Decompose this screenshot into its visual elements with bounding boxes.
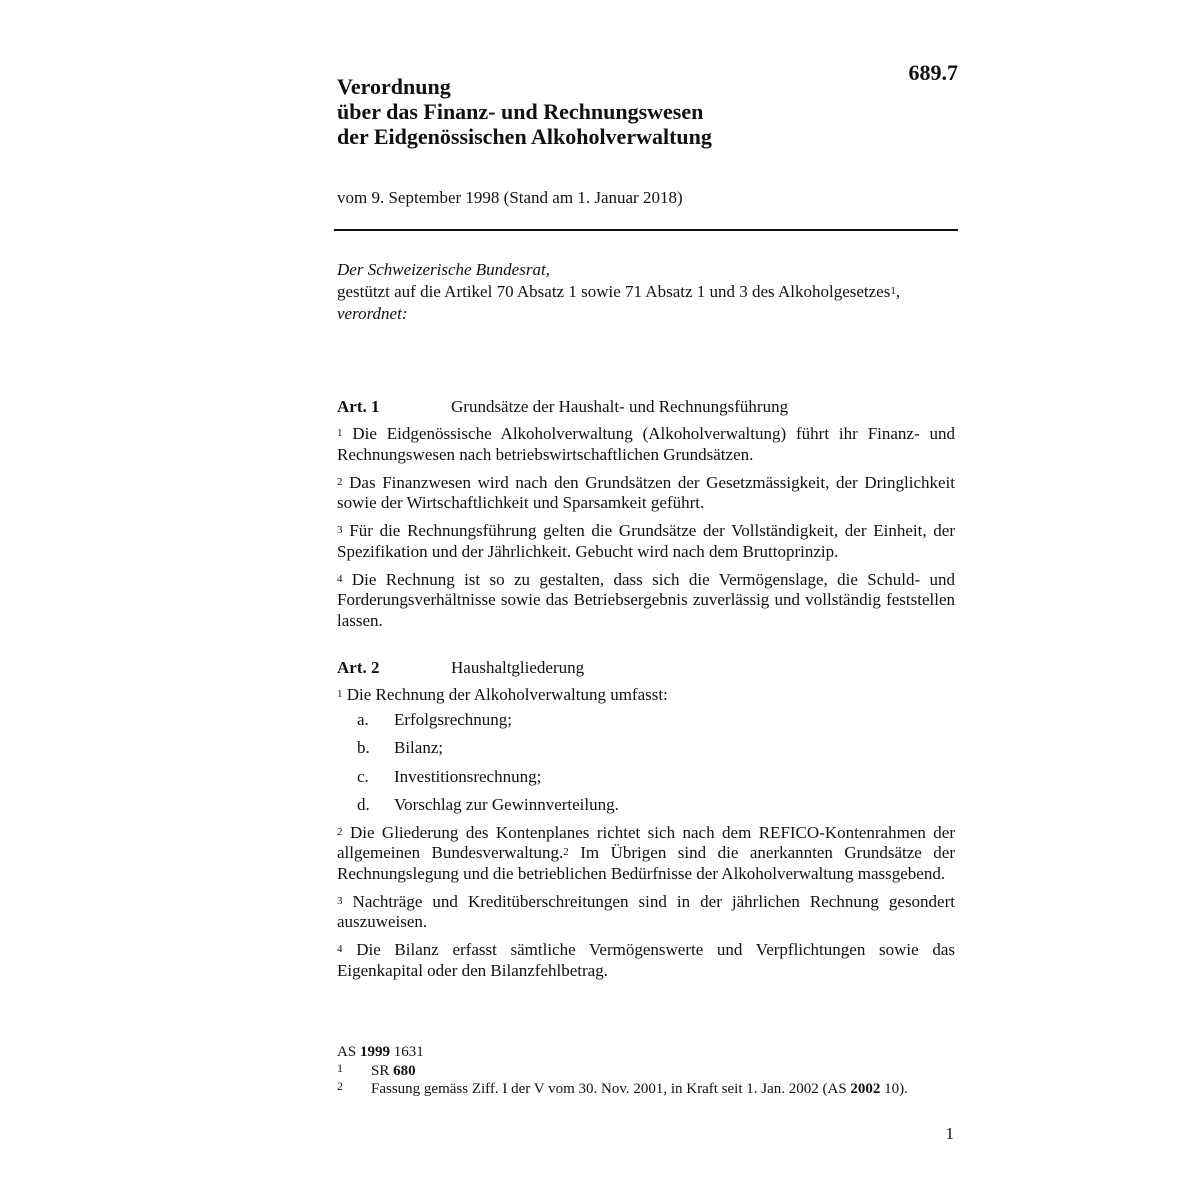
as-prefix: AS [337, 1044, 357, 1060]
article-2-title: Haushaltgliederung [451, 658, 585, 677]
footnote-number: 1 [337, 1061, 343, 1075]
list-text: Vorschlag zur Gewinnverteilung. [394, 795, 619, 814]
article-1-heading [337, 396, 955, 418]
paragraph-text-cont: Im Übrigen sind die anerkannten Grundsätze der Rechnungslegung und die betrieblichen Bedürfnisse der Alkoholverwaltung massgebend. [337, 843, 955, 883]
paragraph-text: Die Rechnung der Alkoholverwaltung umfasst: [346, 685, 668, 704]
list-item-c [337, 766, 955, 795]
preamble-authority: Der Schweizerische Bundesrat, [337, 260, 550, 279]
list-item-a [337, 709, 955, 738]
footnote-text-b: 10). [884, 1081, 908, 1097]
title-line-2: über das Finanz- und Rechnungswesen [337, 99, 704, 124]
preamble-decree: verordnet: [337, 304, 408, 323]
list-text: Bilanz; [394, 738, 444, 757]
paragraph-text: Die Rechnung ist so zu gestalten, dass sich die Vermögenslage, die Schuld- und Forderungsverhältnisse sowie das Betriebsergebnis zuverlässig und vollständig feststellen lassen. [337, 569, 955, 630]
paragraph-text: Die Gliederung des Kontenplanes richtet sich nach dem REFICO-Kontenrahmen der allgemeinen Bundesverwaltung. [337, 822, 955, 862]
article-1 [337, 396, 955, 639]
as-reference [337, 1043, 957, 1062]
paragraph-number: 4 [337, 943, 343, 955]
article-1-paragraph-1 [337, 424, 955, 465]
footnote-sr-prefix: SR [371, 1063, 390, 1079]
paragraph-number: 1 [337, 427, 343, 439]
list-letter: d. [357, 795, 370, 814]
paragraph-text: Für die Rechnungsführung gelten die Grundsätze der Vollständigkeit, der Einheit, der Spezifikation und der Jährlichkeit. Gebucht wird nach dem Bruttoprinzip. [337, 521, 956, 561]
footnote-ref-2[interactable]: 2 [563, 846, 569, 858]
paragraph-number: 4 [337, 572, 343, 585]
paragraph-text: Nachträge und Kreditüberschreitungen sind in der jährlichen Rechnung gesondert auszuweisen. [337, 891, 955, 931]
article-2-heading [337, 657, 955, 679]
footnote-text [371, 1062, 416, 1080]
preamble-basis-text: gestützt auf die Artikel 70 Absatz 1 sowie 71 Absatz 1 und 3 des Alkoholgesetzes [337, 282, 891, 301]
article-2-paragraph-4 [337, 940, 955, 981]
article-2-paragraph-1 [337, 685, 955, 706]
footnote-sr-number: 680 [393, 1063, 416, 1079]
footnotes [337, 1043, 957, 1098]
article-2-paragraph-3 [337, 892, 955, 933]
list-item-b [337, 737, 955, 766]
paragraph-number: 1 [337, 688, 343, 700]
list-letter: c. [357, 766, 369, 786]
list-item-d [337, 794, 955, 823]
paragraph-number: 3 [337, 894, 343, 907]
as-year: 1999 [359, 1044, 390, 1060]
preamble [337, 259, 957, 325]
article-1-paragraph-4 [337, 570, 955, 632]
as-page: 1631 [393, 1044, 424, 1060]
list-text: Investitionsrechnung; [394, 766, 542, 786]
article-1-paragraph-3 [337, 521, 955, 562]
footnote-2 [337, 1080, 957, 1098]
footnote-bold: 2002 [850, 1081, 881, 1097]
footnote-ref-1[interactable]: 1 [890, 285, 896, 297]
page-number: 1 [945, 1124, 954, 1143]
paragraph-text: Die Bilanz erfasst sämtliche Vermögenswerte und Verpflichtungen sowie das Eigenkapital oder den Bilanzfehlbetrag. [337, 940, 956, 980]
date-line: vom 9. September 1998 (Stand am 1. Januar 2018) [337, 188, 683, 207]
document-title [337, 74, 857, 149]
sr-number: 689.7 [908, 60, 958, 85]
list-letter: b. [357, 738, 370, 757]
paragraph-number: 2 [337, 825, 343, 838]
footnote-text [371, 1080, 908, 1098]
article-1-paragraph-2 [337, 473, 955, 514]
paragraph-text: Das Finanzwesen wird nach den Grundsätzen der Gesetzmässigkeit, der Dringlichkeit sowie der Wirtschaftlichkeit und Sparsamkeit geführt. [337, 472, 955, 512]
paragraph-text: Die Eidgenössische Alkoholverwaltung (Alkoholverwaltung) führt ihr Finanz- und Rechnungswesen nach betriebswirtschaftlichen Grundsätzen. [337, 424, 955, 464]
article-1-number: Art. 1 [337, 397, 380, 416]
paragraph-number: 3 [337, 524, 343, 536]
preamble-basis-end: , [895, 282, 901, 301]
article-2-number: Art. 2 [337, 658, 380, 677]
preamble-basis [337, 281, 957, 303]
article-1-title: Grundsätze der Haushalt- und Rechnungsführung [451, 397, 789, 416]
footnote-number: 2 [337, 1079, 343, 1093]
article-2 [337, 657, 955, 989]
footnote-1 [337, 1062, 957, 1080]
list-letter: a. [357, 709, 369, 729]
paragraph-number: 2 [337, 475, 343, 488]
list-text: Erfolgsrechnung; [394, 709, 513, 729]
article-2-paragraph-2 [337, 823, 955, 885]
footnote-text-a: Fassung gemäss Ziff. I der V vom 30. Nov. 2001, in Kraft seit 1. Jan. 2002 (AS [371, 1081, 847, 1097]
title-line-1: Verordnung [337, 74, 451, 99]
header-divider [334, 229, 958, 231]
title-line-3: der Eidgenössischen Alkoholverwaltung [337, 124, 712, 149]
